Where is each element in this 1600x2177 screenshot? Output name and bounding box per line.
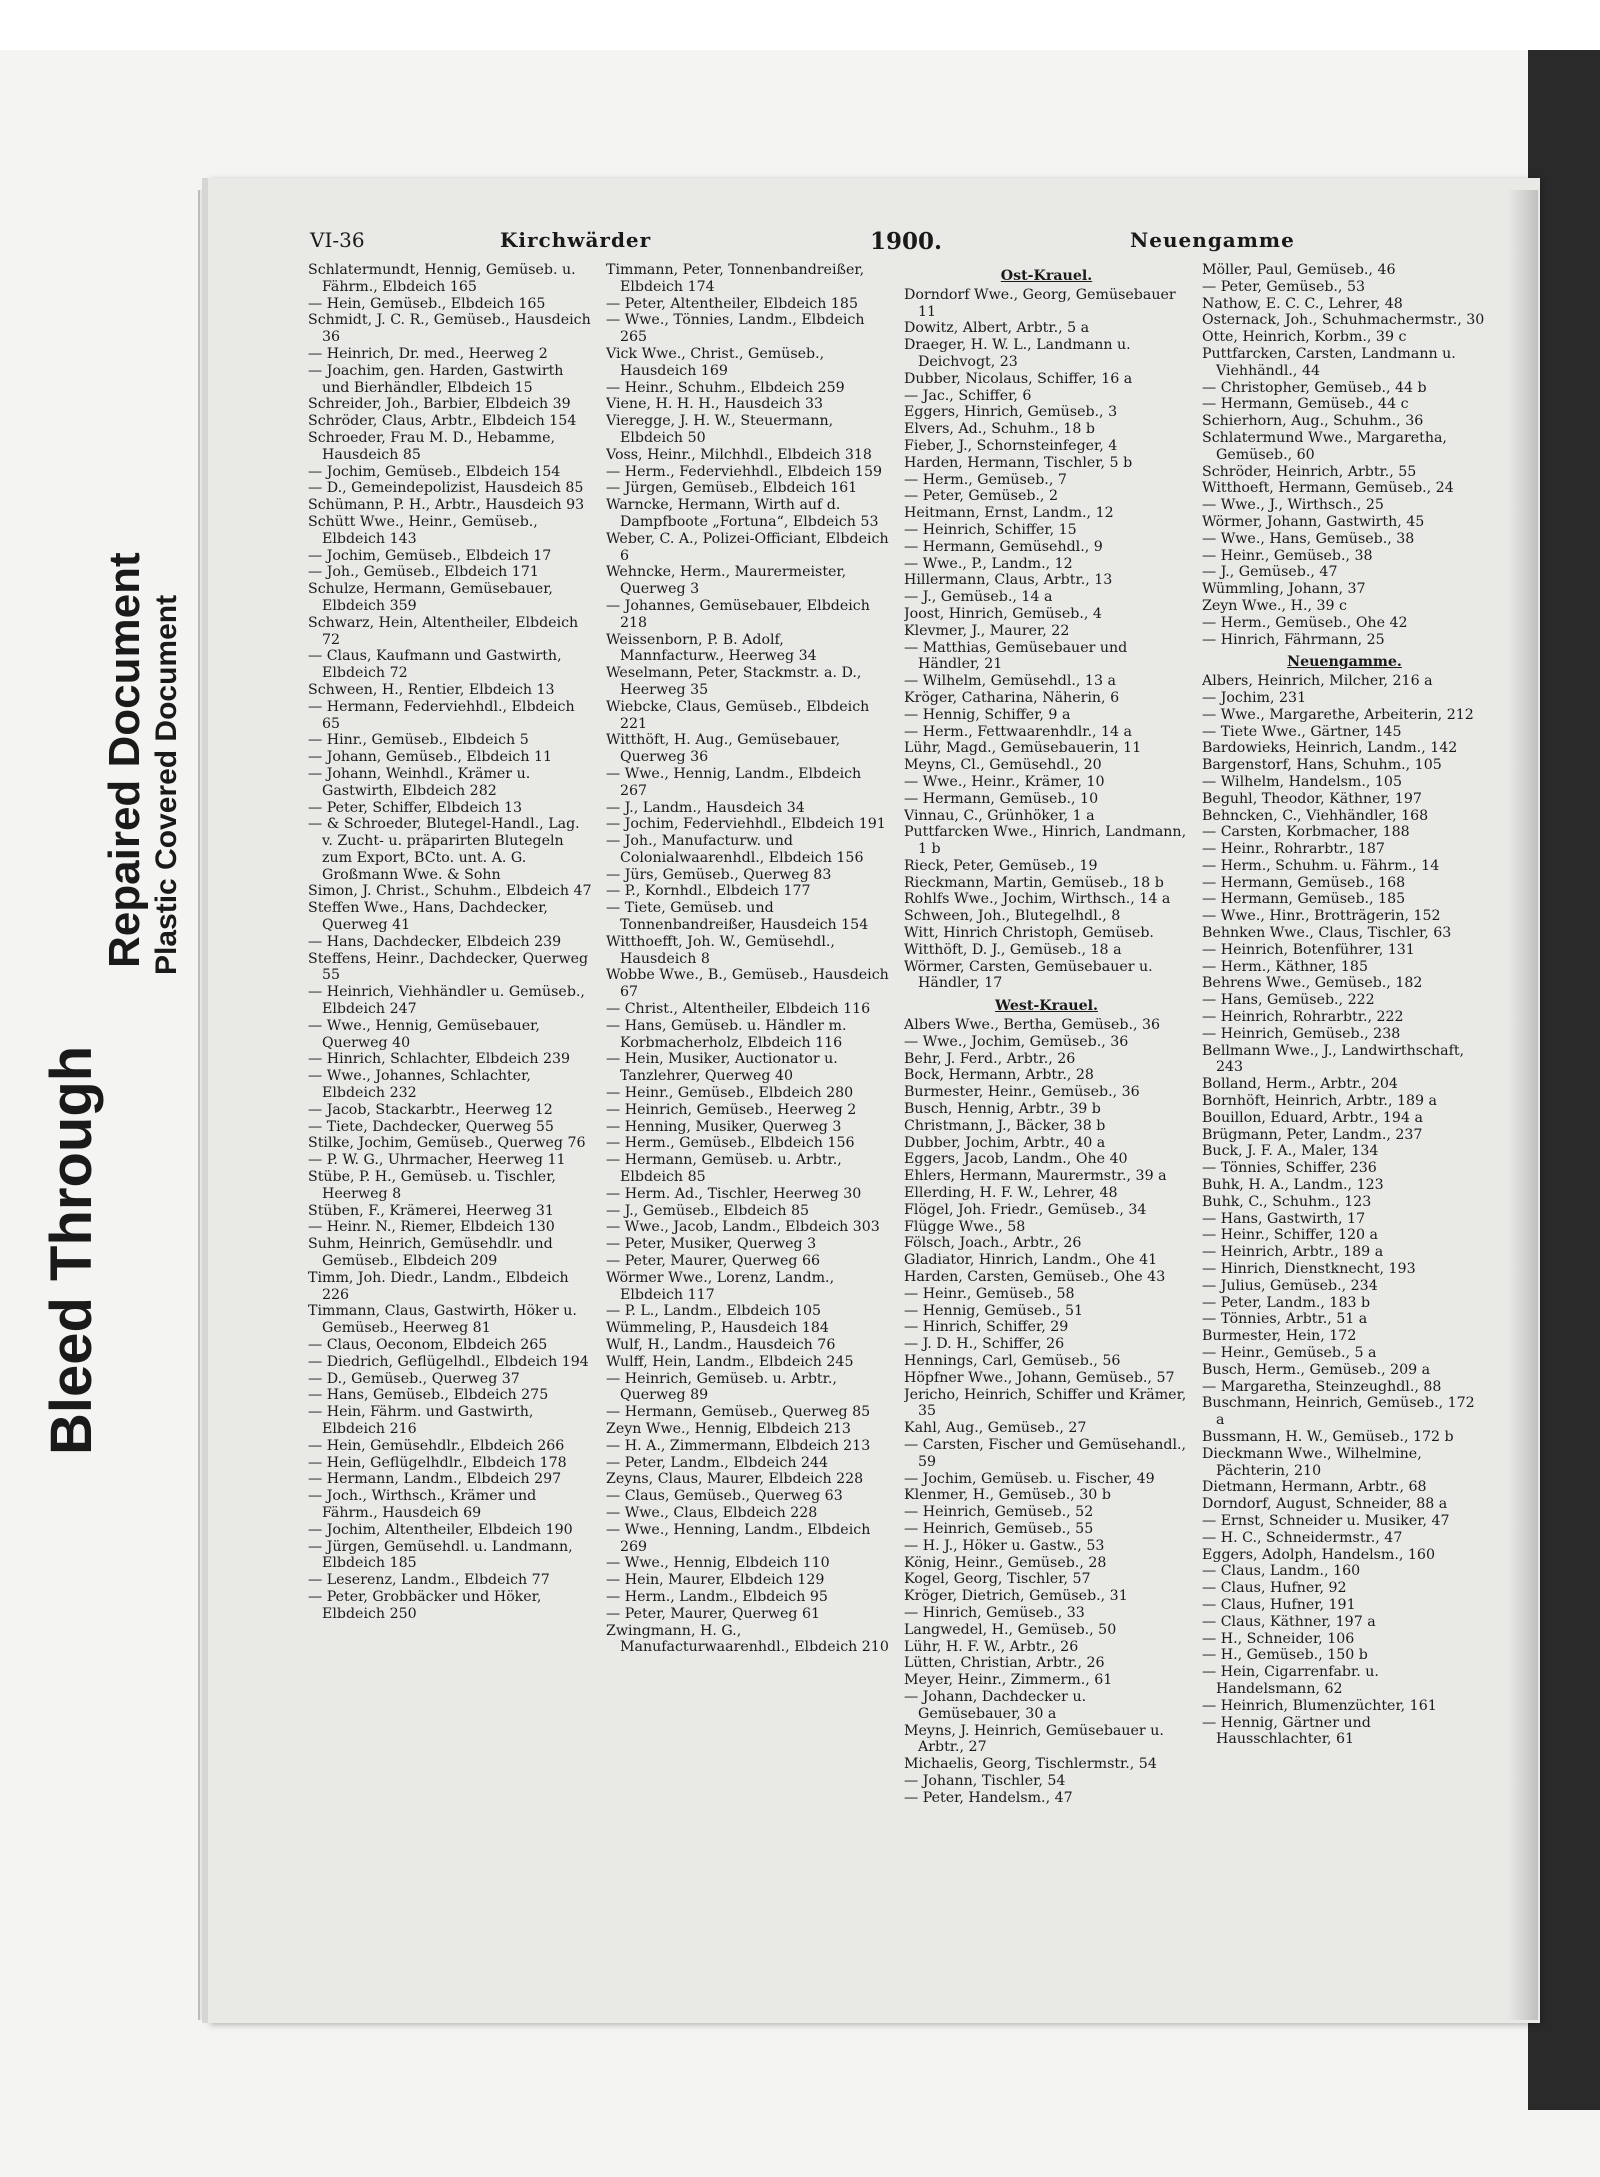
repaired-document-label: Repaired Document	[100, 552, 149, 968]
section-heading-ost-krauel: Ost-Krauel.	[1000, 268, 1093, 284]
directory-entry: Schröder, Claus, Arbtr., Elbdeich 154	[308, 413, 577, 430]
directory-entry: Wümmeling, P., Hausdeich 184	[606, 1320, 829, 1337]
directory-entry: — Heinr., Gemüseb., Elbdeich 280	[606, 1085, 854, 1102]
directory-entry: — Peter, Maurer, Querweg 61	[606, 1605, 821, 1622]
directory-entry: Witthöft, D. J., Gemüseb., 18 a	[904, 941, 1122, 958]
directory-entry: — Heinrich, Blumenzüchter, 161	[1202, 1697, 1437, 1714]
directory-entry: Rieckmann, Martin, Gemüseb., 18 b	[904, 874, 1164, 891]
directory-entry: — Henning, Musiker, Querweg 3	[606, 1118, 842, 1135]
directory-entry: Schütt Wwe., Heinr., Gemüseb., Elbdeich 143	[308, 513, 538, 547]
directory-entry: — Hein, Musiker, Auctionator u. Tanzlehrer, Querweg 40	[606, 1051, 838, 1085]
directory-entry: Bellmann Wwe., J., Landwirthschaft, 243	[1202, 1042, 1465, 1076]
directory-entry: — Peter, Gemüseb., 2	[904, 488, 1058, 505]
directory-entry: — Heinrich, Gemüseb. u. Arbtr., Querweg 89	[606, 1370, 837, 1404]
directory-entry: — Claus, Gemüseb., Querweg 63	[606, 1488, 843, 1505]
directory-entry: — Hans, Gastwirth, 17	[1202, 1210, 1366, 1227]
directory-entry: — Heinr. N., Riemer, Elbdeich 130	[308, 1219, 555, 1236]
directory-entry: Harden, Hermann, Tischler, 5 b	[904, 454, 1133, 471]
page-number: VI-36	[310, 228, 365, 252]
directory-entry: Warncke, Hermann, Wirth auf d. Dampfboote „Fortuna“, Elbdeich 53	[606, 497, 879, 530]
directory-entry: — Christ., Altentheiler, Elbdeich 116	[606, 1001, 871, 1018]
directory-entry: Schierhorn, Aug., Schuhm., 36	[1202, 413, 1424, 430]
directory-entry: — Hermann, Gemüseb., 168	[1202, 874, 1406, 891]
directory-entry: Dubber, Nicolaus, Schiffer, 16 a	[904, 370, 1133, 387]
directory-entry: Fieber, J., Schornsteinfeger, 4	[904, 437, 1118, 454]
directory-entry: — Hermann, Landm., Elbdeich 297	[308, 1471, 562, 1488]
directory-entry: — Jac., Schiffer, 6	[904, 387, 1032, 404]
directory-entry: — Wwe., Jochim, Gemüseb., 36	[904, 1033, 1129, 1050]
directory-entry: — Peter, Handelsm., 47	[904, 1789, 1073, 1806]
directory-entry: Dietmann, Hermann, Arbtr., 68	[1202, 1479, 1427, 1496]
directory-entry: — Hein, Gemüseb., Elbdeich 165	[308, 295, 546, 312]
directory-entry: — Leserenz, Landm., Elbdeich 77	[308, 1572, 550, 1589]
directory-entry: Rieck, Peter, Gemüseb., 19	[904, 857, 1098, 874]
directory-entry: Zwingmann, H. G., Manufacturwaarenhdl., Elbdeich 210	[606, 1622, 889, 1656]
directory-entry: Jericho, Heinrich, Schiffer und Krämer, 35	[904, 1386, 1187, 1420]
directory-entry: Bornhöft, Heinrich, Arbtr., 189 a	[1202, 1093, 1438, 1110]
directory-entry: Ehlers, Hermann, Maurermstr., 39 a	[904, 1168, 1167, 1185]
directory-entry: — Claus, Landm., 160	[1202, 1563, 1361, 1580]
bleed-through-label: Bleed Through	[39, 1045, 104, 1455]
directory-entry: — Hinr., Gemüseb., Elbdeich 5	[308, 732, 529, 749]
directory-entry: Vick Wwe., Christ., Gemüseb., Hausdeich 169	[606, 345, 825, 379]
directory-entry: — H., Gemüseb., 150 b	[1202, 1647, 1368, 1664]
directory-entry: — Christopher, Gemüseb., 44 b	[1202, 379, 1427, 396]
directory-entry: Burmester, Heinr., Gemüseb., 36	[904, 1084, 1140, 1101]
directory-entry: — J., Gemüseb., Elbdeich 85	[606, 1202, 810, 1219]
directory-entry: Witthöft, H. Aug., Gemüsebauer, Querweg 36	[606, 732, 841, 766]
directory-entry: — Wwe., Jacob, Landm., Elbdeich 303	[606, 1219, 880, 1236]
directory-entry: — P. W. G., Uhrmacher, Heerweg 11	[308, 1152, 566, 1169]
spine-shadow	[1508, 190, 1538, 2020]
directory-entry: — H. J., Höker u. Gastw., 53	[904, 1537, 1105, 1554]
directory-entry: Simon, J. Christ., Schuhm., Elbdeich 47	[308, 883, 592, 900]
directory-entry: Lühr, H. F. W., Arbtr., 26	[904, 1638, 1079, 1655]
directory-entry: — Jochim, Altentheiler, Elbdeich 190	[308, 1521, 573, 1538]
directory-entry: — Heinr., Rohrarbtr., 187	[1202, 841, 1385, 858]
directory-entry: — Heinrich, Rohrarbtr., 222	[1202, 1009, 1404, 1026]
directory-entry: — Jochim, Gemüseb., Elbdeich 17	[308, 547, 552, 564]
directory-entry: Viene, H. H. H., Hausdeich 33	[606, 396, 824, 413]
directory-entry: — Claus, Käthner, 197 a	[1202, 1613, 1376, 1630]
directory-entry: Lütten, Christian, Arbtr., 26	[904, 1655, 1105, 1672]
directory-entry: — Herm., Landm., Elbdeich 95	[606, 1588, 828, 1605]
directory-entry: — Hinrich, Gemüseb., 33	[904, 1604, 1085, 1621]
directory-entry: Bussmann, H. W., Gemüseb., 172 b	[1202, 1428, 1454, 1445]
directory-entry: Dorndorf, August, Schneider, 88 a	[1202, 1496, 1448, 1513]
directory-entry: — Carsten, Korbmacher, 188	[1202, 824, 1410, 841]
directory-entry: — Hinrich, Schiffer, 29	[904, 1319, 1069, 1336]
directory-entry: Timmann, Claus, Gastwirth, Höker u. Gemüseb., Heerweg 81	[308, 1303, 577, 1337]
directory-entry: Klenmer, H., Gemüseb., 30 b	[904, 1487, 1111, 1504]
directory-entry: — Johann, Gemüseb., Elbdeich 11	[308, 749, 553, 766]
directory-entry: — Hermann, Gemüseb. u. Arbtr., Elbdeich 85	[606, 1152, 842, 1186]
directory-entry: Schlatermund Wwe., Margaretha, Gemüseb., 60	[1202, 429, 1447, 463]
directory-entry: — Wwe., Claus, Elbdeich 228	[606, 1504, 818, 1521]
directory-entry: — Peter, Landm., Elbdeich 244	[606, 1454, 829, 1471]
directory-entry: Behrens Wwe., Gemüseb., 182	[1202, 975, 1423, 992]
directory-entry: Gladiator, Hinrich, Landm., Ohe 41	[904, 1252, 1158, 1269]
directory-entry: Schween, Joh., Blutegelhdl., 8	[904, 908, 1121, 925]
directory-entry: — Wwe., J., Wirthsch., 25	[1202, 497, 1384, 514]
directory-entry: — Wwe., Johannes, Schlachter, Elbdeich 232	[308, 1068, 531, 1102]
directory-entry: — Wwe., Heinr., Krämer, 10	[904, 773, 1105, 790]
directory-entry: — Tiete Wwe., Gärtner, 145	[1202, 723, 1402, 740]
directory-entry: — Claus, Hufner, 191	[1202, 1596, 1356, 1613]
directory-entry: — H., Schneider, 106	[1202, 1630, 1355, 1647]
directory-entry: — Tiete, Dachdecker, Querweg 55	[308, 1118, 554, 1135]
directory-entry: — D., Gemüseb., Querweg 37	[308, 1370, 520, 1387]
directory-entry: — Joh., Gemüseb., Elbdeich 171	[308, 564, 539, 581]
directory-entry: — Wwe., Margarethe, Arbeiterin, 212	[1202, 706, 1474, 723]
directory-entry: Puttfarcken Wwe., Hinrich, Landmann, 1 b	[904, 824, 1187, 858]
directory-entry: — Heinrich, Gemüseb., 55	[904, 1520, 1094, 1537]
directory-entry: — Jürgen, Gemüsehdl. u. Landmann, Elbdeich 185	[308, 1538, 573, 1572]
directory-entry: — Jochim, Gemüseb. u. Fischer, 49	[904, 1470, 1155, 1487]
directory-entry: Witthoeft, Hermann, Gemüseb., 24	[1202, 480, 1454, 497]
directory-entry: Stüben, F., Krämerei, Heerweg 31	[308, 1202, 554, 1219]
directory-entry: — Heinrich, Schiffer, 15	[904, 521, 1077, 538]
directory-entry: Vinnau, C., Grünhöker, 1 a	[904, 807, 1095, 824]
directory-entry: — Heinrich, Botenführer, 131	[1202, 941, 1415, 958]
page-header	[310, 228, 1350, 262]
directory-entry: Albers, Heinrich, Milcher, 216 a	[1202, 673, 1433, 690]
directory-entry: — Tönnies, Arbtr., 51 a	[1202, 1311, 1368, 1328]
directory-entry: — Wwe., Hinr., Brotträgerin, 152	[1202, 908, 1441, 925]
directory-entry: — Hermann, Gemüseb., 10	[904, 790, 1099, 807]
directory-entry: Behr, J. Ferd., Arbtr., 26	[904, 1050, 1076, 1067]
directory-entry: Witthoefft, Joh. W., Gemüsehdl., Hausdeich 8	[606, 933, 835, 967]
directory-entry: — Herm., Gemüseb., Elbdeich 156	[606, 1135, 855, 1152]
directory-entry: — Hein, Gemüsehdlr., Elbdeich 266	[308, 1437, 565, 1454]
directory-entry: — Hans, Dachdecker, Elbdeich 239	[308, 933, 562, 950]
directory-entry: Schümann, P. H., Arbtr., Hausdeich 93	[308, 497, 585, 514]
directory-entry: — Heinr., Schuhm., Elbdeich 259	[606, 379, 845, 396]
directory-entry: Langwedel, H., Gemüseb., 50	[904, 1621, 1117, 1638]
directory-entry: Wümmling, Johann, 37	[1202, 581, 1366, 598]
directory-entry: — Heinrich, Gemüseb., Heerweg 2	[606, 1101, 857, 1118]
directory-entry: — Hein, Geflügelhdlr., Elbdeich 178	[308, 1454, 567, 1471]
directory-entry: — Herm., Schuhm. u. Fährm., 14	[1202, 857, 1440, 874]
directory-entry: Hillermann, Claus, Arbtr., 13	[904, 572, 1113, 589]
directory-entry: — Hans, Gemüseb. u. Händler m. Korbmacherholz, Elbdeich 116	[606, 1017, 847, 1051]
directory-entry: Puttfarcken, Carsten, Landmann u. Viehhändl., 44	[1202, 345, 1456, 379]
directory-entry: Flügge Wwe., 58	[904, 1218, 1026, 1235]
directory-entry: Eggers, Jacob, Landm., Ohe 40	[904, 1151, 1128, 1168]
directory-entry: Schlatermundt, Hennig, Gemüseb. u. Fährm., Elbdeich 165	[308, 262, 576, 295]
directory-entry: — Herm., Käthner, 185	[1202, 958, 1368, 975]
directory-entry: Michaelis, Georg, Tischlermstr., 54	[904, 1756, 1157, 1773]
directory-entry: — Wwe., Hennig, Landm., Elbdeich 267	[606, 765, 862, 799]
directory-entry: Schulze, Hermann, Gemüsebauer, Elbdeich 359	[308, 581, 553, 614]
plastic-covered-label: Plastic Covered Document	[150, 594, 183, 975]
directory-entry: Meyns, J. Heinrich, Gemüsebauer u. Arbtr., 27	[904, 1722, 1164, 1756]
directory-entry: — Johann, Tischler, 54	[904, 1772, 1066, 1789]
directory-entry: — Heinrich, Arbtr., 189 a	[1202, 1244, 1384, 1261]
directory-entry: — Wwe., Hennig, Elbdeich 110	[606, 1555, 830, 1572]
directory-entry: — Diedrich, Geflügelhdl., Elbdeich 194	[308, 1353, 589, 1370]
directory-entry: Schreider, Joh., Barbier, Elbdeich 39	[308, 396, 571, 413]
directory-entry: Bock, Hermann, Arbtr., 28	[904, 1067, 1094, 1084]
directory-entry: — Heinrich, Gemüseb., 52	[904, 1504, 1094, 1521]
section-heading-neuengamme: Neuengamme.	[1287, 654, 1402, 671]
directory-entry: Flögel, Joh. Friedr., Gemüseb., 34	[904, 1201, 1147, 1218]
directory-entry: — Wwe., P., Landm., 12	[904, 555, 1073, 572]
directory-entry: — Peter, Altentheiler, Elbdeich 185	[606, 295, 858, 312]
directory-entry: — Wwe., Henning, Landm., Elbdeich 269	[606, 1521, 871, 1555]
directory-entry: Ellerding, H. F. W., Lehrer, 48	[904, 1185, 1118, 1202]
directory-entry: Höpfner Wwe., Johann, Gemüseb., 57	[904, 1369, 1175, 1386]
directory-entry: Suhm, Heinrich, Gemüsehdlr. und Gemüseb., Elbdeich 209	[308, 1236, 553, 1270]
directory-entry: Wulff, Hein, Landm., Elbdeich 245	[606, 1353, 854, 1370]
directory-entry: — Hans, Gemüseb., 222	[1202, 992, 1375, 1009]
directory-entry: — Julius, Gemüseb., 234	[1202, 1277, 1378, 1294]
directory-entry: — Joch., Wirthsch., Krämer und Fährm., Hausdeich 69	[308, 1488, 537, 1521]
directory-entry: — J. D. H., Schiffer, 26	[904, 1336, 1065, 1353]
directory-entry: — Heinr., Gemüseb., 38	[1202, 547, 1373, 564]
directory-entry: — Peter, Musiker, Querweg 3	[606, 1236, 817, 1253]
directory-entry: — Peter, Landm., 183 b	[1202, 1294, 1371, 1311]
directory-entry: Möller, Paul, Gemüseb., 46	[1202, 262, 1396, 278]
directory-entry: — Hennig, Schiffer, 9 a	[904, 706, 1071, 723]
directory-entry: — Joh., Manufacturw. und Colonialwaarenhdl., Elbdeich 156	[606, 833, 864, 866]
directory-entry: — Heinrich, Dr. med., Heerweg 2	[308, 345, 548, 362]
left-running-title: Kirchwärder	[500, 228, 652, 252]
directory-entry: Weber, C. A., Polizei-Officiant, Elbdeich 6	[606, 530, 889, 564]
directory-entry: Behnken Wwe., Claus, Tischler, 63	[1202, 925, 1452, 942]
directory-entry: Buhk, C., Schuhm., 123	[1202, 1193, 1372, 1210]
directory-entry: Harden, Carsten, Gemüseb., Ohe 43	[904, 1269, 1166, 1286]
directory-entry: Hennings, Carl, Gemüseb., 56	[904, 1353, 1121, 1369]
directory-entry: Bouillon, Eduard, Arbtr., 194 a	[1202, 1109, 1423, 1126]
directory-entry: — Wilhelm, Handelsm., 105	[1202, 773, 1402, 790]
directory-entry: — Joachim, gen. Harden, Gastwirth und Bierhändler, Elbdeich 15	[308, 362, 564, 396]
directory-entry: Zeyn Wwe., Hennig, Elbdeich 213	[606, 1420, 851, 1437]
directory-entry: Weselmann, Peter, Stackmstr. a. D., Heerweg 35	[606, 665, 862, 698]
directory-entry: Eggers, Hinrich, Gemüseb., 3	[904, 404, 1118, 421]
directory-entry: — P., Kornhdl., Elbdeich 177	[606, 883, 811, 900]
directory-entry: Schröder, Heinrich, Arbtr., 55	[1202, 463, 1417, 480]
directory-entry: Schmidt, J. C. R., Gemüseb., Hausdeich 36	[308, 312, 591, 346]
directory-entry: Brügmann, Peter, Landm., 237	[1202, 1126, 1423, 1143]
directory-entry: Wörmer Wwe., Lorenz, Landm., Elbdeich 117	[606, 1269, 835, 1303]
condition-labels	[38, 470, 208, 1470]
directory-entry: Bardowieks, Heinrich, Landm., 142	[1202, 740, 1458, 757]
directory-entry: — Peter, Gemüseb., 53	[1202, 278, 1366, 295]
directory-entry: — Hermann, Gemüsehdl., 9	[904, 538, 1103, 555]
directory-entry: Witt, Hinrich Christoph, Gemüseb.	[904, 925, 1154, 942]
directory-entry: Vieregge, J. H. W., Steuermann, Elbdeich 50	[606, 413, 834, 446]
directory-entry: — Peter, Schiffer, Elbdeich 13	[308, 799, 523, 816]
directory-entry: Dorndorf Wwe., Georg, Gemüsebauer 11	[904, 286, 1176, 320]
directory-entry: — Herm., Federviehhdl., Elbdeich 159	[606, 463, 882, 480]
directory-entry: — Jürgen, Gemüseb., Elbdeich 161	[606, 480, 858, 497]
year: 1900.	[870, 228, 943, 255]
directory-entry: Buhk, H. A., Landm., 123	[1202, 1177, 1384, 1194]
directory-entry: Dubber, Jochim, Arbtr., 40 a	[904, 1134, 1106, 1151]
directory-entry: — Hennig, Gärtner und Hausschlachter, 61	[1202, 1714, 1371, 1748]
directory-entry: Elvers, Ad., Schuhm., 18 b	[904, 421, 1095, 438]
directory-entry: Heitmann, Ernst, Landm., 12	[904, 505, 1114, 522]
directory-entry: Bolland, Herm., Arbtr., 204	[1202, 1076, 1398, 1093]
directory-entry: — Wwe., Hans, Gemüseb., 38	[1202, 530, 1415, 547]
directory-entry: — Hermann, Federviehhdl., Elbdeich 65	[308, 698, 575, 732]
directory-entry: — Herm., Gemüseb., Ohe 42	[1202, 614, 1408, 631]
directory-entry: — Wilhelm, Gemüsehdl., 13 a	[904, 673, 1116, 690]
directory-entry: Eggers, Adolph, Handelsm., 160	[1202, 1546, 1435, 1563]
directory-entry: — Heinr., Schiffer, 120 a	[1202, 1227, 1378, 1244]
directory-entry: — Heinrich, Viehhändler u. Gemüseb., Elbdeich 247	[308, 984, 585, 1018]
directory-entry: — Hermann, Gemüseb., Querweg 85	[606, 1404, 871, 1421]
directory-entry: — Peter, Grobbäcker und Höker, Elbdeich 250	[308, 1588, 542, 1622]
directory-entry: — Heinr., Gemüseb., 5 a	[1202, 1345, 1377, 1361]
directory-entry: — H. A., Zimmermann, Elbdeich 213	[606, 1437, 871, 1454]
directory-entry: Wörmer, Johann, Gastwirth, 45	[1202, 513, 1425, 530]
directory-entry: Weissenborn, P. B. Adolf, Mannfacturw., Heerweg 34	[606, 631, 817, 665]
directory-entry: — Tiete, Gemüseb. und Tonnenbandreißer, Hausdeich 154	[606, 900, 869, 934]
directory-entry: Busch, Hennig, Arbtr., 39 b	[904, 1101, 1101, 1118]
directory-entry: Buck, J. F. A., Maler, 134	[1202, 1143, 1379, 1160]
directory-entry: — Ernst, Schneider u. Musiker, 47	[1202, 1512, 1450, 1529]
directory-entry: — Hinrich, Dienstknecht, 193	[1202, 1261, 1416, 1278]
column-4	[1202, 262, 1487, 1982]
directory-entry: Voss, Heinr., Milchhdl., Elbdeich 318	[606, 446, 872, 463]
directory-entry: — Wwe., Hennig, Gemüsebauer, Querweg 40	[308, 1017, 540, 1051]
directory-entry: Meyns, Cl., Gemüsehdl., 20	[904, 757, 1102, 774]
directory-entry: Lühr, Magd., Gemüsebauerin, 11	[904, 740, 1142, 757]
directory-entry: Otte, Heinrich, Korbm., 39 c	[1202, 329, 1407, 346]
directory-entry: — Hans, Gemüseb., Elbdeich 275	[308, 1387, 549, 1404]
directory-entry: Wiebcke, Claus, Gemüseb., Elbdeich 221	[606, 698, 870, 732]
directory-entry: Meyer, Heinr., Zimmerm., 61	[904, 1672, 1113, 1689]
directory-entry: — Margaretha, Steinzeughdl., 88	[1202, 1378, 1442, 1395]
directory-entry: Joost, Hinrich, Gemüseb., 4	[904, 605, 1102, 622]
directory-entry: Timm, Joh. Diedr., Landm., Elbdeich 226	[308, 1269, 569, 1303]
directory-entry: — Hinrich, Fährmann, 25	[1202, 631, 1385, 648]
directory-entry: Burmester, Hein, 172	[1202, 1328, 1357, 1345]
directory-entry: — Claus, Kaufmann und Gastwirth, Elbdeich 72	[308, 648, 562, 682]
directory-entry: — Herm. Ad., Tischler, Heerweg 30	[606, 1185, 862, 1202]
directory-entry: Steffens, Heinr., Dachdecker, Querweg 55	[308, 950, 589, 984]
directory-entry: Wulf, H., Landm., Hausdeich 76	[606, 1337, 836, 1353]
directory-entry: — Tönnies, Schiffer, 236	[1202, 1160, 1377, 1177]
directory-entry: — Wwe., Tönnies, Landm., Elbdeich 265	[606, 312, 865, 346]
directory-entry: — Hermann, Gemüseb., 44 c	[1202, 396, 1409, 413]
directory-entry: Steffen Wwe., Hans, Dachdecker, Querweg 41	[308, 900, 548, 934]
directory-entry: Klevmer, J., Maurer, 22	[904, 622, 1070, 639]
directory-entry: Wörmer, Carsten, Gemüsebauer u. Händler, 17	[904, 958, 1153, 992]
directory-entry: — Herm., Gemüseb., 7	[904, 471, 1067, 488]
directory-entry: Albers Wwe., Bertha, Gemüseb., 36	[904, 1017, 1161, 1034]
directory-entry: — Jochim, 231	[1202, 689, 1307, 706]
directory-entry: — J., Gemüseb., 14 a	[904, 589, 1053, 606]
directory-entry: Beguhl, Theodor, Käthner, 197	[1202, 790, 1422, 807]
directory-entry: — Heinr., Gemüseb., 58	[904, 1285, 1075, 1302]
directory-entry: — Hermann, Gemüseb., 185	[1202, 891, 1406, 908]
directory-entry: — Jochim, Gemüseb., Elbdeich 154	[308, 463, 561, 480]
directory-entry: Rohlfs Wwe., Jochim, Wirthsch., 14 a	[904, 891, 1171, 908]
directory-entry: — Herm., Fettwaarenhdlr., 14 a	[904, 723, 1133, 740]
directory-entry: Schroeder, Frau M. D., Hebamme, Hausdeich 85	[308, 429, 556, 463]
directory-entry: — Heinrich, Gemüseb., 238	[1202, 1025, 1401, 1042]
directory-entry: — Johann, Weinhdl., Krämer u. Gastwirth, Elbdeich 282	[308, 765, 531, 799]
right-running-title: Neuengamme	[1130, 228, 1295, 252]
directory-entry: — Claus, Hufner, 92	[1202, 1580, 1347, 1597]
directory-entry: — J., Gemüseb., 47	[1202, 564, 1338, 581]
directory-entry: — D., Gemeindepolizist, Hausdeich 85	[308, 480, 584, 497]
directory-entry: — & Schroeder, Blutegel-Handl., Lag. v. Zucht- u. präparirten Blutegeln zum Export, BCto. unt. A. G. Großmann Wwe. & Sohn	[308, 816, 580, 883]
directory-entry: Stilke, Jochim, Gemüseb., Querweg 76	[308, 1135, 586, 1152]
directory-entry: Busch, Herm., Gemüseb., 209 a	[1202, 1361, 1431, 1378]
directory-entry: — P. L., Landm., Elbdeich 105	[606, 1303, 822, 1320]
directory-entry: Behncken, C., Viehhändler, 168	[1202, 807, 1429, 824]
directory-entry: — Hennig, Gemüseb., 51	[904, 1302, 1084, 1319]
directory-entry: Zeyn Wwe., H., 39 c	[1202, 597, 1347, 614]
directory-entry: — H. C., Schneidermstr., 47	[1202, 1529, 1403, 1546]
directory-entry: Bargenstorf, Hans, Schuhm., 105	[1202, 757, 1442, 774]
directory-entry: — Johannes, Gemüsebauer, Elbdeich 218	[606, 597, 870, 631]
directory-entry: — Hinrich, Schlachter, Elbdeich 239	[308, 1051, 571, 1068]
directory-entry: — Johann, Dachdecker u. Gemüsebauer, 30 a	[904, 1688, 1087, 1722]
directory-entry: — Claus, Oeconom, Elbdeich 265	[308, 1337, 548, 1353]
directory-entry: — Hein, Fährm. und Gastwirth, Elbdeich 216	[308, 1404, 534, 1437]
directory-entry: Stübe, P. H., Gemüseb. u. Tischler, Heerweg 8	[308, 1169, 556, 1202]
directory-entry: Christmann, J., Bäcker, 38 b	[904, 1117, 1106, 1134]
directory-entry: Schwarz, Hein, Altentheiler, Elbdeich 72	[308, 614, 579, 648]
directory-entry: — Jochim, Federviehhdl., Elbdeich 191	[606, 816, 886, 833]
directory-entry: — Jacob, Stackarbtr., Heerweg 12	[308, 1101, 553, 1118]
directory-entry: Wehncke, Herm., Maurermeister, Querweg 3	[606, 564, 847, 598]
directory-entry: Kogel, Georg, Tischler, 57	[904, 1571, 1091, 1588]
directory-entry: Dowitz, Albert, Arbtr., 5 a	[904, 320, 1090, 337]
directory-entry: — Hein, Maurer, Elbdeich 129	[606, 1572, 825, 1589]
directory-entry: Zeyns, Claus, Maurer, Elbdeich 228	[606, 1471, 864, 1488]
directory-entry: — Jürs, Gemüseb., Querweg 83	[606, 866, 832, 883]
directory-entry: Dieckmann Wwe., Wilhelmine, Pächterin, 210	[1202, 1445, 1422, 1479]
directory-entry: Kröger, Dietrich, Gemüseb., 31	[904, 1588, 1128, 1605]
directory-entry: König, Heinr., Gemüseb., 28	[904, 1554, 1107, 1571]
directory-entry: — Hein, Cigarrenfabr. u. Handelsmann, 62	[1202, 1664, 1379, 1697]
directory-entry: — Carsten, Fischer und Gemüsehandl., 59	[904, 1436, 1186, 1470]
directory-entry: Wobbe Wwe., B., Gemüseb., Hausdeich 67	[606, 967, 889, 1001]
directory-entry: Nathow, E. C. C., Lehrer, 48	[1202, 295, 1403, 312]
directory-entry: — J., Landm., Hausdeich 34	[606, 799, 805, 816]
directory-entry: Fölsch, Joach., Arbtr., 26	[904, 1235, 1082, 1252]
directory-entry: Osternack, Joh., Schuhmachermstr., 30	[1202, 312, 1485, 329]
column-2	[606, 262, 891, 1982]
directory-entry: Timmann, Peter, Tonnenbandreißer, Elbdeich 174	[606, 262, 865, 295]
directory-entry: — Peter, Maurer, Querweg 66	[606, 1253, 821, 1270]
column-3	[904, 262, 1189, 1982]
directory-entry: Kröger, Catharina, Näherin, 6	[904, 689, 1120, 706]
column-1	[308, 262, 593, 1982]
directory-entry: Buschmann, Heinrich, Gemüseb., 172 a	[1202, 1395, 1475, 1429]
directory-entry: Draeger, H. W. L., Landmann u. Deichvogt, 23	[904, 337, 1131, 370]
section-heading-west-krauel: West-Krauel.	[995, 998, 1098, 1015]
directory-entry: — Matthias, Gemüsebauer und Händler, 21	[904, 639, 1128, 673]
directory-entry: Schween, H., Rentier, Elbdeich 13	[308, 681, 555, 698]
directory-entry: Kahl, Aug., Gemüseb., 27	[904, 1420, 1087, 1437]
